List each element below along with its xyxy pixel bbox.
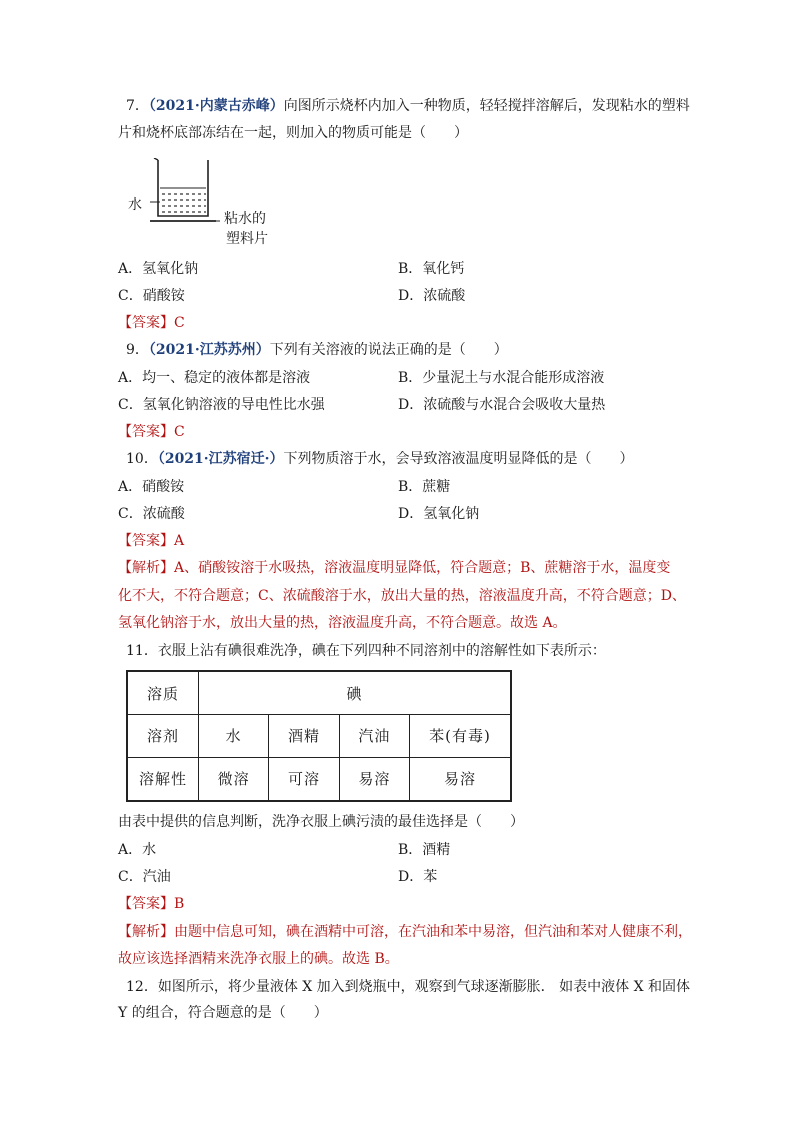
q7-text1: 向图所示烧杯内加入一种物质，轻轻搅拌溶解后，发现粘水的塑料 <box>283 98 690 114</box>
table-row <box>127 715 511 758</box>
q9-number: 9． <box>126 342 149 358</box>
q7-option-c: C．硝酸铵 <box>118 288 185 304</box>
q9-answer-label: 【答案】 <box>118 424 174 440</box>
q9-answer-value: C <box>174 424 185 440</box>
fig-plate-label-2: 塑料片 <box>226 231 268 247</box>
solvent-cell: 水 <box>199 715 269 758</box>
solubility-header-cell: 溶解性 <box>127 757 199 801</box>
solvent-cell: 苯(有毒) <box>410 715 512 758</box>
q11-stem: 11．衣服上沾有碘很难洗净，碘在下列四种不同溶剂中的溶解性如下表所示： <box>126 643 606 659</box>
table-row <box>127 671 511 715</box>
q9-answer <box>118 422 185 442</box>
q11-option-c: C．汽油 <box>118 869 171 885</box>
q10-exp-label: 【解析】 <box>118 560 174 576</box>
q7-option-b: B．氧化钙 <box>398 261 465 277</box>
q11-explanation-line2: 故应该选择酒精来洗净衣服上的碘。故选 B。 <box>118 951 399 967</box>
solute-header-cell: 溶质 <box>127 671 199 715</box>
q11-answer-value: B <box>174 896 185 912</box>
beaker-figure <box>150 158 220 228</box>
q10-option-b: B．蔗糖 <box>398 479 451 495</box>
q7-answer-label: 【答案】 <box>118 315 174 331</box>
solubility-cell: 微溶 <box>199 757 269 801</box>
solvent-cell: 酒精 <box>269 715 339 758</box>
table-row <box>127 757 511 801</box>
solute-cell: 碘 <box>199 671 512 715</box>
q10-answer-label: 【答案】 <box>118 533 174 549</box>
q11-exp-text1: 由题中信息可知，碘在酒精中可溶，在汽油和苯中易溶，但汽油和苯对人健康不利， <box>174 924 692 940</box>
q10-explanation-line1 <box>118 558 670 578</box>
q10-number: 10． <box>126 451 158 467</box>
fig-water-label: 水 <box>128 197 142 213</box>
q10-exp-text1: A、硝酸铵溶于水吸热，溶液温度明显降低，符合题意；B、蔗糖溶于水，温度变 <box>174 560 671 576</box>
beaker-icon <box>150 158 220 221</box>
solubility-cell: 可溶 <box>269 757 339 801</box>
q10-option-c: C．浓硫酸 <box>118 506 185 522</box>
q11-option-d: D．苯 <box>398 869 438 885</box>
solvent-header-cell: 溶剂 <box>127 715 199 758</box>
q9-option-d: D．浓硫酸与水混合会吸收大量热 <box>398 397 606 413</box>
q9-stem <box>126 340 508 360</box>
solubility-table <box>126 670 512 802</box>
q10-explanation-line3: 氢氧化钠溶于水，放出大量的热，溶液温度升高，不符合题意。故选 A。 <box>118 615 567 631</box>
q9-text: 下列有关溶液的说法正确的是（ ） <box>269 342 508 358</box>
q9-option-c: C．氢氧化钠溶液的导电性比水强 <box>118 397 325 413</box>
q7-source: （2021·内蒙古赤峰） <box>148 98 284 114</box>
q7-stem-line2: 片和烧杯底部冻结在一起，则加入的物质可能是（ ） <box>118 125 468 141</box>
q10-source: （2021·江苏宿迁·） <box>157 451 284 467</box>
q11-answer-label: 【答案】 <box>118 896 174 912</box>
q7-option-d: D．浓硫酸 <box>398 288 466 304</box>
q10-explanation-line2: 化不大，不符合题意；C、浓硫酸溶于水，放出大量的热，溶液温度升高，不符合题意；D、 <box>118 588 686 604</box>
q11-explanation-line1 <box>118 922 692 942</box>
q10-option-a: A．硝酸铵 <box>118 479 185 495</box>
q7-answer <box>118 313 185 333</box>
solubility-cell: 易溶 <box>410 757 512 801</box>
q9-option-a: A．均一、稳定的液体都是溶液 <box>118 370 311 386</box>
solubility-cell: 易溶 <box>339 757 409 801</box>
q10-option-d: D．氢氧化钠 <box>398 506 480 522</box>
q10-answer <box>118 531 184 551</box>
solvent-cell: 汽油 <box>339 715 409 758</box>
q7-stem-line1 <box>126 96 690 116</box>
q10-text: 下列物质溶于水，会导致溶液温度明显降低的是（ ） <box>283 451 634 467</box>
q12-stem-line1: 12．如图所示，将少量液体 X 加入到烧瓶中，观察到气球逐渐膨胀． 如表中液体 X 和固体 <box>126 979 690 995</box>
q11-exp-label: 【解析】 <box>118 924 174 940</box>
q7-option-a: A．氢氧化钠 <box>118 261 199 277</box>
q10-stem <box>126 449 634 469</box>
q11-answer <box>118 894 184 914</box>
q11-option-a: A．水 <box>118 842 157 858</box>
q9-option-b: B．少量泥土与水混合能形成溶液 <box>398 370 605 386</box>
q11-question: 由表中提供的信息判断，洗净衣服上碘污渍的最佳选择是（ ） <box>118 814 524 830</box>
q10-answer-value: A <box>174 533 185 549</box>
q12-stem-line2: Y 的组合，符合题意的是（ ） <box>118 1005 328 1021</box>
q7-answer-value: C <box>174 315 185 331</box>
q9-source: （2021·江苏苏州） <box>148 342 270 358</box>
fig-plate-label-1: 粘水的 <box>224 211 266 227</box>
q7-number: 7． <box>126 98 149 114</box>
q11-option-b: B．酒精 <box>398 842 451 858</box>
